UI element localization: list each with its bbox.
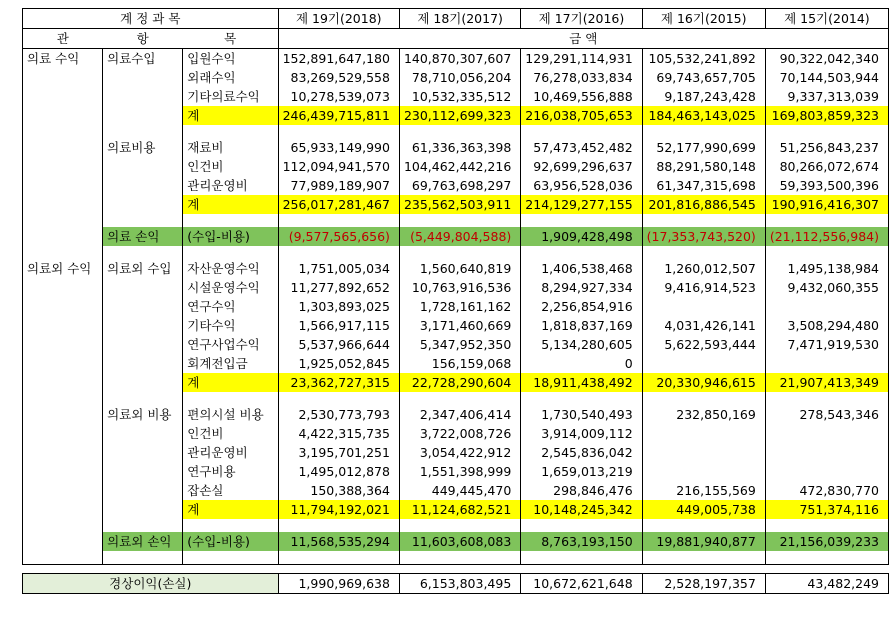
value-cell: 61,347,315,698 xyxy=(642,176,765,195)
gwan-cell xyxy=(23,157,103,176)
gwan-cell xyxy=(23,195,103,214)
value-cell: 23,362,727,315 xyxy=(278,373,399,392)
value-cell: 2,347,406,414 xyxy=(399,405,520,424)
hang-cell: 의료외 비용 xyxy=(103,405,183,424)
value-cell xyxy=(765,424,888,443)
total-row xyxy=(23,500,889,519)
value-cell: 1,730,540,493 xyxy=(521,405,642,424)
spacer-cell xyxy=(765,246,888,259)
spacer-cell xyxy=(399,392,520,405)
value-cell: 5,347,952,350 xyxy=(399,335,520,354)
value-cell: 69,743,657,705 xyxy=(642,68,765,87)
mok-cell: 계 xyxy=(183,106,278,125)
gwan-cell xyxy=(23,481,103,500)
spacer-cell xyxy=(23,392,103,405)
spacer-cell xyxy=(103,246,183,259)
value-cell: 80,266,072,674 xyxy=(765,157,888,176)
mok-cell: 연구수익 xyxy=(183,297,278,316)
spacer-cell xyxy=(183,125,278,138)
value-cell: 9,187,243,428 xyxy=(642,87,765,106)
mok-cell: 관리운영비 xyxy=(183,176,278,195)
gwan-cell xyxy=(23,532,103,551)
value-cell: 232,850,169 xyxy=(642,405,765,424)
value-cell: 18,911,438,492 xyxy=(521,373,642,392)
value-cell: 169,803,859,323 xyxy=(765,106,888,125)
ordinary-income-value: 43,482,249 xyxy=(765,574,888,594)
value-cell: 51,256,843,237 xyxy=(765,138,888,157)
mok-cell: 계 xyxy=(183,373,278,392)
value-cell: 1,751,005,034 xyxy=(278,259,399,278)
spacer-cell xyxy=(278,246,399,259)
spacer-cell xyxy=(183,392,278,405)
value-cell: 5,537,966,644 xyxy=(278,335,399,354)
spacer-cell xyxy=(521,392,642,405)
spacer-cell xyxy=(399,125,520,138)
spacer-cell xyxy=(23,246,103,259)
table-row xyxy=(23,297,889,316)
value-cell: 9,337,313,039 xyxy=(765,87,888,106)
spacer-cell xyxy=(765,392,888,405)
value-cell xyxy=(765,297,888,316)
mok-cell: 편의시설 비용 xyxy=(183,405,278,424)
hang-cell xyxy=(103,278,183,297)
value-cell: 59,393,500,396 xyxy=(765,176,888,195)
hang-cell xyxy=(103,354,183,373)
gwan-cell xyxy=(23,297,103,316)
value-cell: 1,818,837,169 xyxy=(521,316,642,335)
value-cell: 22,728,290,604 xyxy=(399,373,520,392)
separator-cell xyxy=(103,565,183,574)
year-header: 제 19기(2018) xyxy=(278,9,399,29)
value-cell: 449,445,470 xyxy=(399,481,520,500)
value-cell: 1,659,013,219 xyxy=(521,462,642,481)
value-cell: 10,763,916,536 xyxy=(399,278,520,297)
value-cell: 3,171,460,669 xyxy=(399,316,520,335)
value-cell: 20,330,946,615 xyxy=(642,373,765,392)
value-cell: 156,159,068 xyxy=(399,354,520,373)
hang-cell: 의료비용 xyxy=(103,138,183,157)
value-cell: 3,722,008,726 xyxy=(399,424,520,443)
total-row xyxy=(23,106,889,125)
hang-cell xyxy=(103,481,183,500)
gwan-cell xyxy=(23,138,103,157)
value-cell: 1,303,893,025 xyxy=(278,297,399,316)
spacer-cell xyxy=(642,246,765,259)
value-cell: 78,710,056,204 xyxy=(399,68,520,87)
mok-cell: 연구사업수익 xyxy=(183,335,278,354)
value-cell: 21,907,413,349 xyxy=(765,373,888,392)
mok-cell: 외래수익 xyxy=(183,68,278,87)
gwan-header: 관 xyxy=(23,29,103,49)
loss-value: 11,603,608,083 xyxy=(399,532,520,551)
loss-value: (21,112,556,984) xyxy=(765,227,888,246)
loss-value: (17,353,743,520) xyxy=(642,227,765,246)
hang-cell xyxy=(103,316,183,335)
separator-cell xyxy=(765,565,888,574)
value-cell: 129,291,114,931 xyxy=(521,49,642,69)
ordinary-income-value: 10,672,621,648 xyxy=(521,574,642,594)
table-row xyxy=(23,335,889,354)
mok-cell: 시설운영수익 xyxy=(183,278,278,297)
gwan-cell xyxy=(23,176,103,195)
table-row xyxy=(23,138,889,157)
table-row xyxy=(23,157,889,176)
hang-cell xyxy=(103,424,183,443)
table-row xyxy=(23,316,889,335)
loss-formula: (수입-비용) xyxy=(183,532,278,551)
value-cell: 298,846,476 xyxy=(521,481,642,500)
value-cell: 61,336,363,398 xyxy=(399,138,520,157)
spacer-cell xyxy=(521,214,642,227)
hang-cell xyxy=(103,462,183,481)
value-cell: 9,432,060,355 xyxy=(765,278,888,297)
mok-cell: 입원수익 xyxy=(183,49,278,69)
value-cell: 76,278,033,834 xyxy=(521,68,642,87)
gwan-cell xyxy=(23,87,103,106)
hang-header: 항 xyxy=(103,29,183,49)
value-cell: 63,956,528,036 xyxy=(521,176,642,195)
table-row xyxy=(23,176,889,195)
spacer-cell xyxy=(278,214,399,227)
gwan-cell xyxy=(23,227,103,246)
value-cell: 11,794,192,021 xyxy=(278,500,399,519)
hang-cell xyxy=(103,373,183,392)
spacer-cell xyxy=(23,214,103,227)
gwan-cell xyxy=(23,424,103,443)
value-cell xyxy=(642,297,765,316)
value-cell: 10,469,556,888 xyxy=(521,87,642,106)
mok-cell: 회계전입금 xyxy=(183,354,278,373)
value-cell: 3,195,701,251 xyxy=(278,443,399,462)
value-cell: 152,891,647,180 xyxy=(278,49,399,69)
spacer-row xyxy=(23,246,889,259)
gwan-cell xyxy=(23,405,103,424)
gwan-cell xyxy=(23,373,103,392)
ordinary-income-row xyxy=(23,574,889,594)
value-cell: 235,562,503,911 xyxy=(399,195,520,214)
spacer-cell xyxy=(103,214,183,227)
value-cell: 3,508,294,480 xyxy=(765,316,888,335)
value-cell: 5,622,593,444 xyxy=(642,335,765,354)
value-cell: 1,566,917,115 xyxy=(278,316,399,335)
gwan-cell xyxy=(23,68,103,87)
value-cell: 214,129,277,155 xyxy=(521,195,642,214)
total-row xyxy=(23,373,889,392)
year-header: 제 17기(2016) xyxy=(521,9,642,29)
value-cell: 4,422,315,735 xyxy=(278,424,399,443)
value-cell: 140,870,307,607 xyxy=(399,49,520,69)
spacer-cell xyxy=(399,214,520,227)
mok-cell: 인건비 xyxy=(183,157,278,176)
value-cell: 230,112,699,323 xyxy=(399,106,520,125)
spacer-cell xyxy=(278,392,399,405)
gwan-cell: 의료외 수익 xyxy=(23,259,103,278)
value-cell: 11,277,892,652 xyxy=(278,278,399,297)
value-cell: 472,830,770 xyxy=(765,481,888,500)
value-cell xyxy=(642,354,765,373)
value-cell: 1,495,138,984 xyxy=(765,259,888,278)
table-row xyxy=(23,87,889,106)
table-row xyxy=(23,462,889,481)
spacer-cell xyxy=(103,519,183,532)
value-cell: 278,543,346 xyxy=(765,405,888,424)
value-cell: 1,260,012,507 xyxy=(642,259,765,278)
value-cell: 5,134,280,605 xyxy=(521,335,642,354)
value-cell xyxy=(765,462,888,481)
account-title-header: 계 정 과 목 xyxy=(23,9,279,29)
value-cell: 52,177,990,699 xyxy=(642,138,765,157)
spacer-cell xyxy=(521,246,642,259)
value-cell: 83,269,529,558 xyxy=(278,68,399,87)
spacer-cell xyxy=(399,519,520,532)
table-row xyxy=(23,278,889,297)
hang-cell xyxy=(103,106,183,125)
value-cell: 77,989,189,907 xyxy=(278,176,399,195)
value-cell: 3,054,422,912 xyxy=(399,443,520,462)
year-header: 제 15기(2014) xyxy=(765,9,888,29)
spacer-cell xyxy=(521,519,642,532)
spacer-row xyxy=(23,551,889,565)
separator-cell xyxy=(23,565,103,574)
loss-value: (9,577,565,656) xyxy=(278,227,399,246)
value-cell: 112,094,941,570 xyxy=(278,157,399,176)
loss-label: 의료외 손익 xyxy=(103,532,183,551)
table-row xyxy=(23,481,889,500)
total-row xyxy=(23,195,889,214)
separator-cell xyxy=(642,565,765,574)
value-cell: 8,294,927,334 xyxy=(521,278,642,297)
spacer-cell xyxy=(765,551,888,565)
mok-cell: 계 xyxy=(183,500,278,519)
value-cell: 69,763,698,297 xyxy=(399,176,520,195)
hang-cell xyxy=(103,68,183,87)
hang-cell xyxy=(103,500,183,519)
spacer-cell xyxy=(399,246,520,259)
value-cell: 1,925,052,845 xyxy=(278,354,399,373)
value-cell: 105,532,241,892 xyxy=(642,49,765,69)
loss-value: 19,881,940,877 xyxy=(642,532,765,551)
value-cell xyxy=(765,354,888,373)
value-cell: 0 xyxy=(521,354,642,373)
header-row xyxy=(23,9,889,29)
value-cell: 10,532,335,512 xyxy=(399,87,520,106)
gwan-cell xyxy=(23,278,103,297)
spacer-cell xyxy=(183,214,278,227)
ordinary-income-label: 경상이익(손실) xyxy=(23,574,279,594)
value-cell: 751,374,116 xyxy=(765,500,888,519)
value-cell: 3,914,009,112 xyxy=(521,424,642,443)
mok-cell: 인건비 xyxy=(183,424,278,443)
spacer-cell xyxy=(765,125,888,138)
hang-cell xyxy=(103,443,183,462)
separator-cell xyxy=(399,565,520,574)
value-cell: 92,699,296,637 xyxy=(521,157,642,176)
value-cell: 57,473,452,482 xyxy=(521,138,642,157)
spacer-cell xyxy=(399,551,520,565)
value-cell: 2,545,836,042 xyxy=(521,443,642,462)
gwan-cell xyxy=(23,335,103,354)
loss-value: (5,449,804,588) xyxy=(399,227,520,246)
table-row xyxy=(23,405,889,424)
loss-label: 의료 손익 xyxy=(103,227,183,246)
spacer-cell xyxy=(521,125,642,138)
year-header: 제 18기(2017) xyxy=(399,9,520,29)
gwan-cell xyxy=(23,500,103,519)
value-cell: 65,933,149,990 xyxy=(278,138,399,157)
hang-cell xyxy=(103,87,183,106)
mok-cell: 기타수익 xyxy=(183,316,278,335)
spacer-cell xyxy=(183,519,278,532)
value-cell: 256,017,281,467 xyxy=(278,195,399,214)
value-cell: 150,388,364 xyxy=(278,481,399,500)
value-cell: 216,155,569 xyxy=(642,481,765,500)
value-cell: 104,462,442,216 xyxy=(399,157,520,176)
mok-cell: 자산운영수익 xyxy=(183,259,278,278)
value-cell: 1,728,161,162 xyxy=(399,297,520,316)
mok-header: 목 xyxy=(183,29,278,49)
mok-cell: 잡손실 xyxy=(183,481,278,500)
hang-cell xyxy=(103,195,183,214)
gwan-cell xyxy=(23,354,103,373)
separator-row xyxy=(23,565,889,574)
value-cell: 1,406,538,468 xyxy=(521,259,642,278)
value-cell xyxy=(765,443,888,462)
spacer-cell xyxy=(278,519,399,532)
ordinary-income-value: 1,990,969,638 xyxy=(278,574,399,594)
separator-cell xyxy=(521,565,642,574)
spacer-cell xyxy=(642,125,765,138)
hang-cell xyxy=(103,335,183,354)
hang-cell xyxy=(103,297,183,316)
spacer-cell xyxy=(103,125,183,138)
value-cell: 2,530,773,793 xyxy=(278,405,399,424)
value-cell: 246,439,715,811 xyxy=(278,106,399,125)
spacer-cell xyxy=(765,214,888,227)
ordinary-income-value: 6,153,803,495 xyxy=(399,574,520,594)
table-row xyxy=(23,354,889,373)
spacer-cell xyxy=(642,519,765,532)
loss-row xyxy=(23,227,889,246)
table-row xyxy=(23,259,889,278)
loss-row xyxy=(23,532,889,551)
value-cell: 10,278,539,073 xyxy=(278,87,399,106)
ordinary-income-value: 2,528,197,357 xyxy=(642,574,765,594)
gwan-cell xyxy=(23,316,103,335)
spacer-cell xyxy=(278,551,399,565)
gwan-cell xyxy=(23,443,103,462)
spacer-row xyxy=(23,125,889,138)
table-row xyxy=(23,443,889,462)
spacer-cell xyxy=(23,125,103,138)
mok-cell: 관리운영비 xyxy=(183,443,278,462)
table-row xyxy=(23,424,889,443)
loss-value: 11,568,535,294 xyxy=(278,532,399,551)
table-row xyxy=(23,49,889,69)
spacer-cell xyxy=(642,551,765,565)
hang-cell xyxy=(103,176,183,195)
spacer-cell xyxy=(23,551,103,565)
spacer-row xyxy=(23,214,889,227)
hang-cell: 의료외 수입 xyxy=(103,259,183,278)
value-cell: 1,495,012,878 xyxy=(278,462,399,481)
loss-formula: (수입-비용) xyxy=(183,227,278,246)
loss-value: 21,156,039,233 xyxy=(765,532,888,551)
value-cell xyxy=(642,443,765,462)
value-cell: 7,471,919,530 xyxy=(765,335,888,354)
mok-cell: 기타의료수익 xyxy=(183,87,278,106)
spacer-cell xyxy=(183,246,278,259)
value-cell: 449,005,738 xyxy=(642,500,765,519)
spacer-cell xyxy=(642,392,765,405)
spacer-row xyxy=(23,392,889,405)
hang-cell xyxy=(103,157,183,176)
gwan-cell xyxy=(23,462,103,481)
value-cell: 11,124,682,521 xyxy=(399,500,520,519)
separator-cell xyxy=(278,565,399,574)
loss-value: 1,909,428,498 xyxy=(521,227,642,246)
table-row xyxy=(23,68,889,87)
value-cell: 70,144,503,944 xyxy=(765,68,888,87)
mok-cell: 재료비 xyxy=(183,138,278,157)
value-cell: 10,148,245,342 xyxy=(521,500,642,519)
gwan-cell: 의료 수익 xyxy=(23,49,103,69)
value-cell: 216,038,705,653 xyxy=(521,106,642,125)
value-cell xyxy=(642,462,765,481)
spacer-cell xyxy=(103,392,183,405)
loss-value: 8,763,193,150 xyxy=(521,532,642,551)
value-cell: 1,560,640,819 xyxy=(399,259,520,278)
subheader-row xyxy=(23,29,889,49)
value-cell: 1,551,398,999 xyxy=(399,462,520,481)
financial-statement-table xyxy=(22,8,889,594)
value-cell: 190,916,416,307 xyxy=(765,195,888,214)
spacer-row xyxy=(23,519,889,532)
spacer-cell xyxy=(183,551,278,565)
year-header: 제 16기(2015) xyxy=(642,9,765,29)
amount-header: 금 액 xyxy=(278,29,888,49)
spacer-cell xyxy=(642,214,765,227)
spacer-cell xyxy=(521,551,642,565)
value-cell: 90,322,042,340 xyxy=(765,49,888,69)
separator-cell xyxy=(183,565,278,574)
value-cell: 9,416,914,523 xyxy=(642,278,765,297)
value-cell: 88,291,580,148 xyxy=(642,157,765,176)
gwan-cell xyxy=(23,106,103,125)
spacer-cell xyxy=(278,125,399,138)
spacer-cell xyxy=(103,551,183,565)
spacer-cell xyxy=(23,519,103,532)
value-cell: 201,816,886,545 xyxy=(642,195,765,214)
value-cell: 184,463,143,025 xyxy=(642,106,765,125)
value-cell: 2,256,854,916 xyxy=(521,297,642,316)
spacer-cell xyxy=(765,519,888,532)
hang-cell: 의료수입 xyxy=(103,49,183,69)
mok-cell: 계 xyxy=(183,195,278,214)
value-cell: 4,031,426,141 xyxy=(642,316,765,335)
value-cell xyxy=(642,424,765,443)
mok-cell: 연구비용 xyxy=(183,462,278,481)
